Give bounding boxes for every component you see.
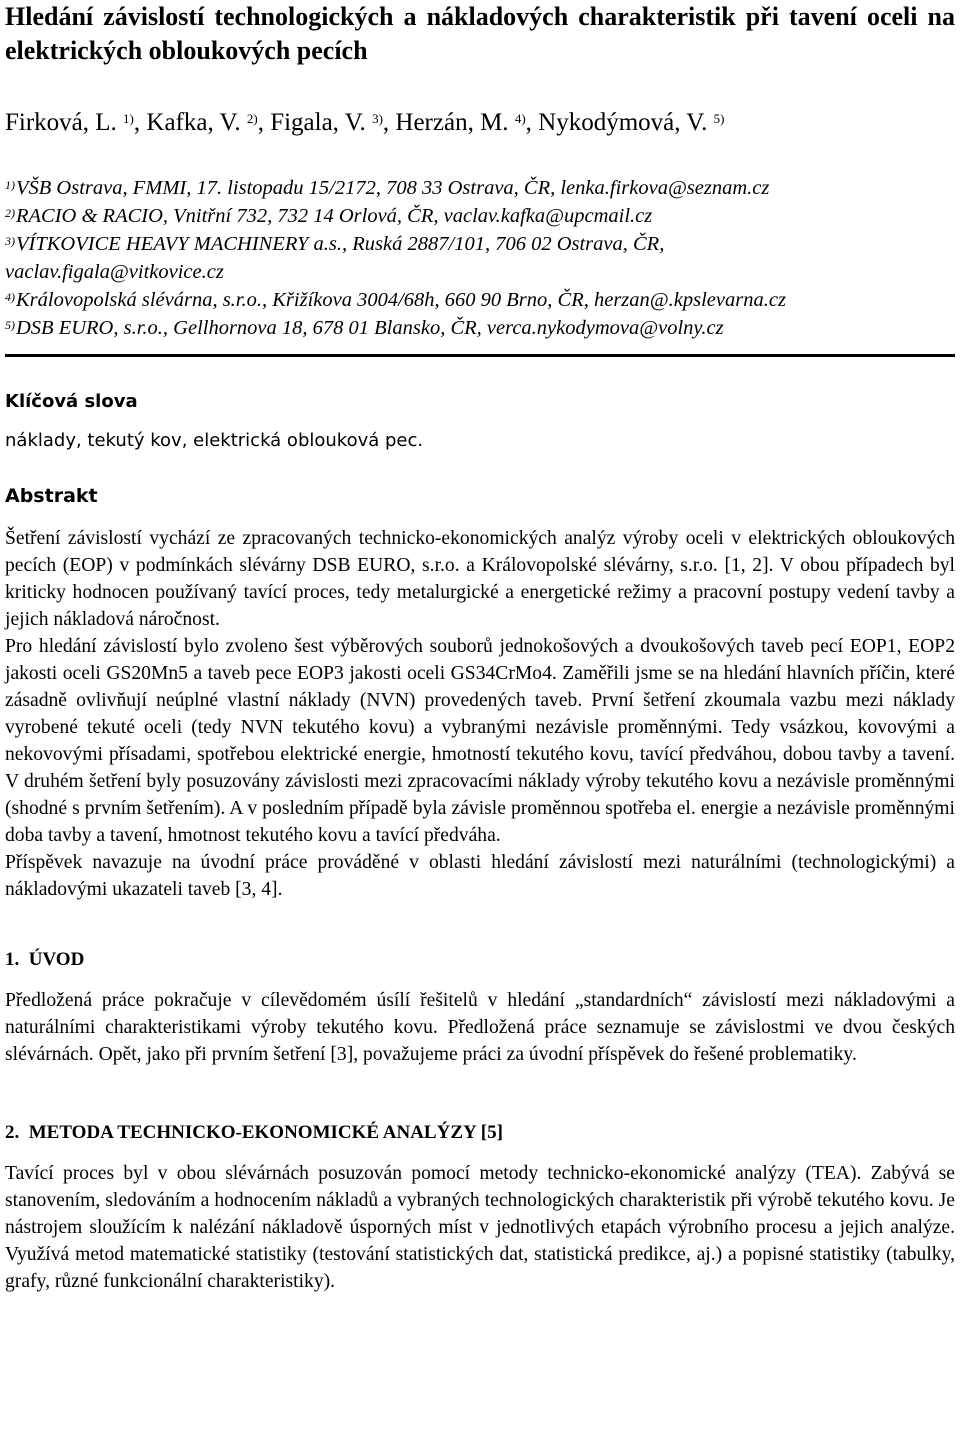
affiliation-mark: 5) xyxy=(5,318,15,332)
section-heading xyxy=(5,1122,955,1144)
author-name: Nykodýmová, V. xyxy=(538,109,708,136)
author-name: Herzán, M. xyxy=(395,109,509,136)
section-paragraph: Předložená práce pokračuje v cílevědomém úsílí řešitelů v hledání „standardních“ závislostí mezi nákladovými a naturálními charakteristikami výroby tekutého kovu. Předložená práce seznamuje se závislostmi ve dvou českých slévárnách. Opět, jako při prvním šetření [3], považujeme práci za úvodní příspěvek do řešené problematiky. xyxy=(5,990,955,1065)
affiliation-1 xyxy=(5,174,955,202)
affiliation-text: Královopolská slévárna, s.r.o., Křižíkova 3004/68h, 660 90 Brno, ČR, herzan@.kpslevarna.cz xyxy=(16,289,786,311)
section-title: ÚVOD xyxy=(28,949,85,970)
affiliation-email: vaclav.figala@vitkovice.cz xyxy=(5,261,224,283)
keywords-heading: Klíčová slova xyxy=(5,391,138,412)
affiliation-text: DSB EURO, s.r.o., Gellhornova 18, 678 01 Blansko, ČR, verca.nykodymova@volny.cz xyxy=(16,317,724,339)
author-affiliation-mark: 3) xyxy=(372,111,383,126)
paper-title: Hledání závislostí technologických a nákladových charakteristik při tavení oceli na elektrických obloukových pecích xyxy=(5,2,955,65)
affiliation-4 xyxy=(5,286,955,314)
author-name: Kafka, V. xyxy=(146,109,241,136)
author-affiliation-mark: 4) xyxy=(514,111,526,126)
affiliation-text: VÍTKOVICE HEAVY MACHINERY a.s., Ruská 2887/101, 706 02 Ostrava, ČR, xyxy=(16,233,665,255)
author-affiliation-mark: 2) xyxy=(246,111,258,126)
affiliation-mark: 4) xyxy=(5,290,15,304)
section-number: 1. xyxy=(5,949,20,970)
affiliation-5 xyxy=(5,314,955,342)
author-affiliation-mark: 5) xyxy=(713,111,725,126)
section-number: 2. xyxy=(5,1122,20,1143)
author-list: Firková, L. $^{1)}$, Kafka, V. $^{2)}$, Figala, V. $^{3)}$, Herzán, M. $^{4)}$, Nykodýmová, V. $^{5)}$ xyxy=(5,109,725,136)
section-title: METODA TECHNICKO-EKONOMICKÉ ANALÝZY [5] xyxy=(28,1122,503,1143)
affiliation-text: VŠB Ostrava, FMMI, 17. listopadu 15/2172, 708 33 Ostrava, ČR, lenka.firkova@seznam.cz xyxy=(16,177,770,199)
section-body xyxy=(5,1160,955,1295)
section-paragraph: Tavící proces byl v obou slévárnách posuzován pomocí metody technicko-ekonomické analýzy (TEA). Zabývá se stanovením, sledováním a hodnocením nákladů a vybraných technologických charakteristik při výrobě tekutého kovu. Je nástrojem sloužícím k nalézání nákladově úsporných míst v jednotlivých etapách výrobního procesu a jejich analýze. Využívá metod matematické statistiky (testování statistických dat, statistická predikce, aj.) a popisné statistiky (tabulky, grafy, různé funkcionální charakteristiky). xyxy=(5,1163,955,1292)
affiliation-mark: 3) xyxy=(5,234,15,248)
abstract-paragraph: Příspěvek navazuje na úvodní práce prováděné v oblasti hledání závislostí mezi naturálními (technologickými) a nákladovými ukazateli taveb [3, 4]. xyxy=(5,852,955,900)
affiliation-mark: 2) xyxy=(5,206,15,220)
author-name: Figala, V. xyxy=(270,109,366,136)
keywords-text: náklady, tekutý kov, elektrická oblouková pec. xyxy=(5,430,424,451)
header-divider xyxy=(5,354,955,357)
affiliation-2 xyxy=(5,202,955,230)
author-affiliation-mark: 1) xyxy=(123,111,134,126)
paper-page xyxy=(5,0,955,1295)
affiliation-list xyxy=(5,174,955,342)
affiliation-text: RACIO & RACIO, Vnitřní 732, 732 14 Orlová, ČR, vaclav.kafka@upcmail.cz xyxy=(16,205,653,227)
abstract-heading: Abstrakt xyxy=(5,485,98,507)
affiliation-mark: 1) xyxy=(5,178,15,192)
abstract-paragraph: Šetření závislostí vychází ze zpracovaných technicko-ekonomických analýz výroby oceli v elektrických obloukových pecích (EOP) v podmínkách slévárny DSB EURO, s.r.o. a Královopolské slévárny, s.r.o. [1, 2]. V obou případech byl kriticky hodnocen používaný tavící proces, tedy metalurgické a energetické režimy a pracovní postupy vedení tavby a jejich nákladová náročnost. xyxy=(5,528,955,630)
section-heading xyxy=(5,949,955,971)
author-name: Firková, L. xyxy=(5,109,117,136)
abstract-body xyxy=(5,525,955,903)
affiliation-3 xyxy=(5,230,955,286)
section-body xyxy=(5,987,955,1068)
abstract-paragraph: Pro hledání závislostí bylo zvoleno šest výběrových souborů jednokošových a dvoukošových taveb pecí EOP1, EOP2 jakosti oceli GS20Mn5 a taveb pece EOP3 jakosti oceli GS34CrMo4. Zaměřili jsme se na hledání hlavních příčin, které zásadně ovlivňují neúplné vlastní náklady (NVN) provedených taveb. První šetření zkoumala vazbu mezi náklady vyrobené tekuté oceli (tedy NVN tekutého kovu) a vybranými nezávisle proměnnými. Tedy vsázkou, kovovými a nekovovými přísadami, spotřebou elektrické energie, hmotností tekutého kovu, tavící předváhou, dobou tavby a tavení. V druhém šetření byly posuzovány závislosti mezi zpracovacími náklady výroby tekutého kovu a nezávisle proměnnými (shodné s prvním šetřením). A v posledním případě byla závisle proměnnou spotřeba el. energie a nezávisle proměnnými doba tavby a tavení, hmotnost tekutého kovu a tavící předváha. xyxy=(5,636,955,846)
